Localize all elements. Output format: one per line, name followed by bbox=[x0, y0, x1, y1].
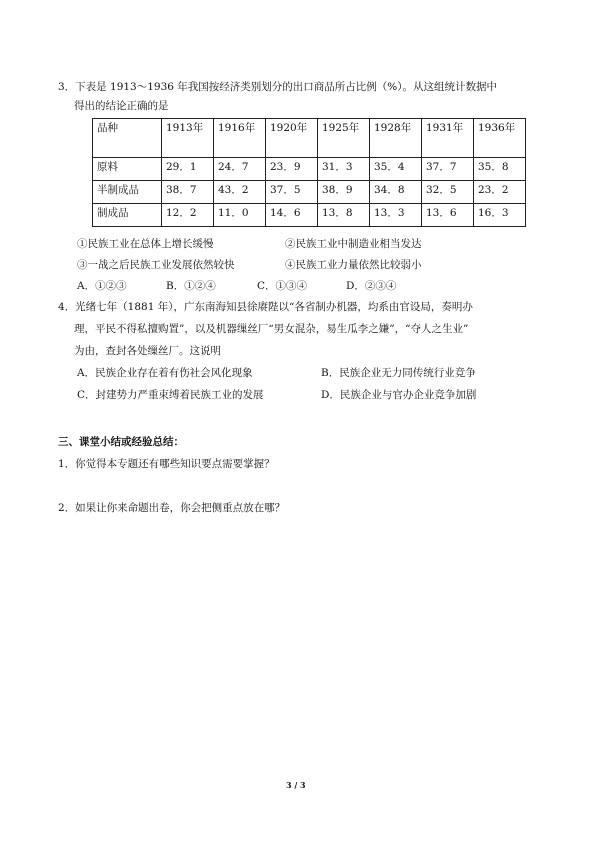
table-cell: 43．2 bbox=[214, 181, 266, 204]
q3-option-c: C．①③④ bbox=[257, 280, 308, 292]
table-header-row bbox=[93, 119, 526, 158]
table-header-cell: 1931年 bbox=[422, 119, 474, 158]
table-cell: 37．5 bbox=[266, 181, 318, 204]
table-cell: 半制成品 bbox=[93, 181, 162, 204]
table-header-cell: 品种 bbox=[93, 119, 162, 158]
q3-option-b: B．①②④ bbox=[166, 280, 216, 292]
table-header-cell: 1913年 bbox=[162, 119, 214, 158]
q4-option-c: C．封建势力严重束缚着民族工业的发展 bbox=[77, 389, 264, 401]
q3-statement-1: ①民族工业在总体上增长缓慢 bbox=[77, 238, 214, 250]
table-header-cell: 1925年 bbox=[318, 119, 370, 158]
table-cell: 14．6 bbox=[266, 204, 318, 227]
table-cell: 原料 bbox=[93, 158, 162, 181]
table-cell: 24．7 bbox=[214, 158, 266, 181]
table-header-cell: 1928年 bbox=[370, 119, 422, 158]
q3-statement-4: ④民族工业力量依然比较弱小 bbox=[285, 259, 422, 271]
q3-stem-line2: 得出的结论正确的是 bbox=[74, 100, 169, 112]
summary-question-2: 2．如果让你来命题出卷，你会把侧重点放在哪？ bbox=[58, 502, 286, 514]
q3-option-a: A．①②③ bbox=[77, 280, 127, 292]
table-row bbox=[93, 181, 526, 204]
table-cell: 32．5 bbox=[422, 181, 474, 204]
q4-stem-line1: 4．光绪七年（1881 年），广东南海知县徐赓陛以“各省制办机器，均系由官设局，奏明办 bbox=[58, 301, 473, 313]
table-row bbox=[93, 158, 526, 181]
table-cell: 29．1 bbox=[162, 158, 214, 181]
q4-stem-line2: 理，平民不得私擅购置”，以及机器缫丝厂“男女混杂，易生瓜李之嫌”，“夺人之生业” bbox=[74, 323, 469, 335]
table-cell: 23．2 bbox=[474, 181, 526, 204]
table-cell: 23．9 bbox=[266, 158, 318, 181]
table-cell: 38．9 bbox=[318, 181, 370, 204]
table-cell: 31．3 bbox=[318, 158, 370, 181]
q3-option-d: D．②③④ bbox=[346, 280, 397, 292]
table-cell: 35．8 bbox=[474, 158, 526, 181]
q3-statement-2: ②民族工业中制造业相当发达 bbox=[285, 238, 422, 250]
summary-question-1: 1．你觉得本专题还有哪些知识要点需要掌握？ bbox=[58, 458, 275, 470]
table-cell: 13．8 bbox=[318, 204, 370, 227]
q4-stem-line3: 为由，查封各处缫丝厂。这说明 bbox=[74, 345, 221, 357]
table-cell: 11．0 bbox=[214, 204, 266, 227]
q4-option-a: A．民族企业存在着有伤社会风化现象 bbox=[77, 367, 253, 379]
page-number: 3 / 3 bbox=[286, 780, 306, 790]
export-ratio-table bbox=[92, 118, 526, 227]
table-cell: 37．7 bbox=[422, 158, 474, 181]
q4-option-b: B．民族企业无力同传统行业竞争 bbox=[321, 367, 476, 379]
table-header-cell: 1920年 bbox=[266, 119, 318, 158]
table-cell: 38．7 bbox=[162, 181, 214, 204]
table-cell: 制成品 bbox=[93, 204, 162, 227]
table-cell: 34．8 bbox=[370, 181, 422, 204]
table-header-cell: 1936年 bbox=[474, 119, 526, 158]
table-header-cell: 1916年 bbox=[214, 119, 266, 158]
table-cell: 35．4 bbox=[370, 158, 422, 181]
table-cell: 13．6 bbox=[422, 204, 474, 227]
table-row bbox=[93, 204, 526, 227]
q3-statement-3: ③一战之后民族工业发展依然较快 bbox=[77, 259, 235, 271]
q3-stem-line1: 3．下表是 1913～1936 年我国按经济类别划分的出口商品所占比例（%）。从这组统计数据中 bbox=[58, 81, 498, 93]
table-cell: 12．2 bbox=[162, 204, 214, 227]
table-cell: 13．3 bbox=[370, 204, 422, 227]
table-cell: 16．3 bbox=[474, 204, 526, 227]
q4-option-d: D．民族企业与官办企业竞争加剧 bbox=[321, 389, 477, 401]
section-title: 三、课堂小结或经验总结： bbox=[58, 436, 184, 448]
